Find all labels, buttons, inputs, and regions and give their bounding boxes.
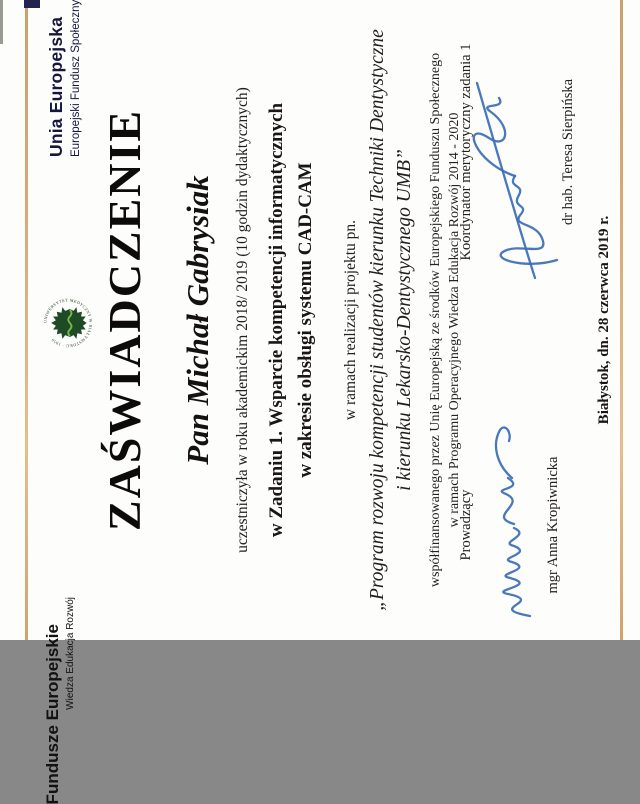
- scan-edge-artifact: [0, 0, 3, 44]
- task-line2: w zakresie obsługi systemu CAD-CAM: [295, 162, 316, 478]
- seal-ring-text: UNIWERSYTET MEDYCZNY W BIAŁYMSTOKU · 1950: [42, 297, 94, 349]
- eu-logo: [46, 0, 82, 157]
- project-intro: w ramach realizacji projektu pn.: [342, 219, 359, 421]
- project-title-block: [364, 0, 418, 640]
- funding-line1: współfinansowanego przez Unię Europejską ze środków Europejskiego Funduszu Społecznego: [428, 52, 443, 588]
- eu-logo-line2: Europejski Fundusz Społeczny: [70, 0, 82, 157]
- recipient-name: Pan Michał Gabrysiak: [180, 175, 215, 465]
- participation-line: uczestniczyła w roku akademickim 2018/ 2019 (10 godzin dydaktycznych): [234, 87, 251, 553]
- place-date-line: Białystok, dn. 28 czerwca 2019 r.: [596, 215, 612, 425]
- university-seal: [40, 295, 96, 351]
- project-title-line2: i kierunku Lekarsko-Dentystycznego UMB”: [394, 149, 415, 491]
- right-signature-name: dr hab. Teresa Sierpińska: [560, 78, 576, 226]
- task-block: [262, 0, 320, 640]
- border-rule-bottom: [620, 0, 623, 640]
- fe-logo-line1: Fundusze Europejskie: [43, 624, 62, 804]
- funding-line2: w ramach Programu Operacyjnego Wiedza Edukacja Rozwój 2014 - 2020: [447, 112, 462, 528]
- left-signature-role: Prowadzący: [458, 489, 474, 561]
- right-signature-role: Koordynator merytoryczny zadania 1: [458, 43, 474, 261]
- task-line1: w Zadaniu 1. Wsparcie kompetencji informatycznych: [266, 102, 287, 538]
- fe-logo-line2: Wiedza Edukacja Rozwój: [65, 597, 76, 710]
- border-rule-top: [25, 0, 28, 640]
- project-title-line1: „Program rozwoju kompetencji studentów kierunku Techniki Dentystyczne: [367, 29, 388, 611]
- left-signature-ink: [468, 418, 553, 628]
- right-signature-ink: [455, 73, 570, 288]
- eu-logo-line1: Unia Europejska: [46, 16, 66, 157]
- certificate-title: ZAŚWIADCZENIE: [99, 108, 150, 532]
- eu-flag-icon: [24, 0, 40, 8]
- left-signature-name: mgr Anna Kropiwnicka: [545, 456, 561, 594]
